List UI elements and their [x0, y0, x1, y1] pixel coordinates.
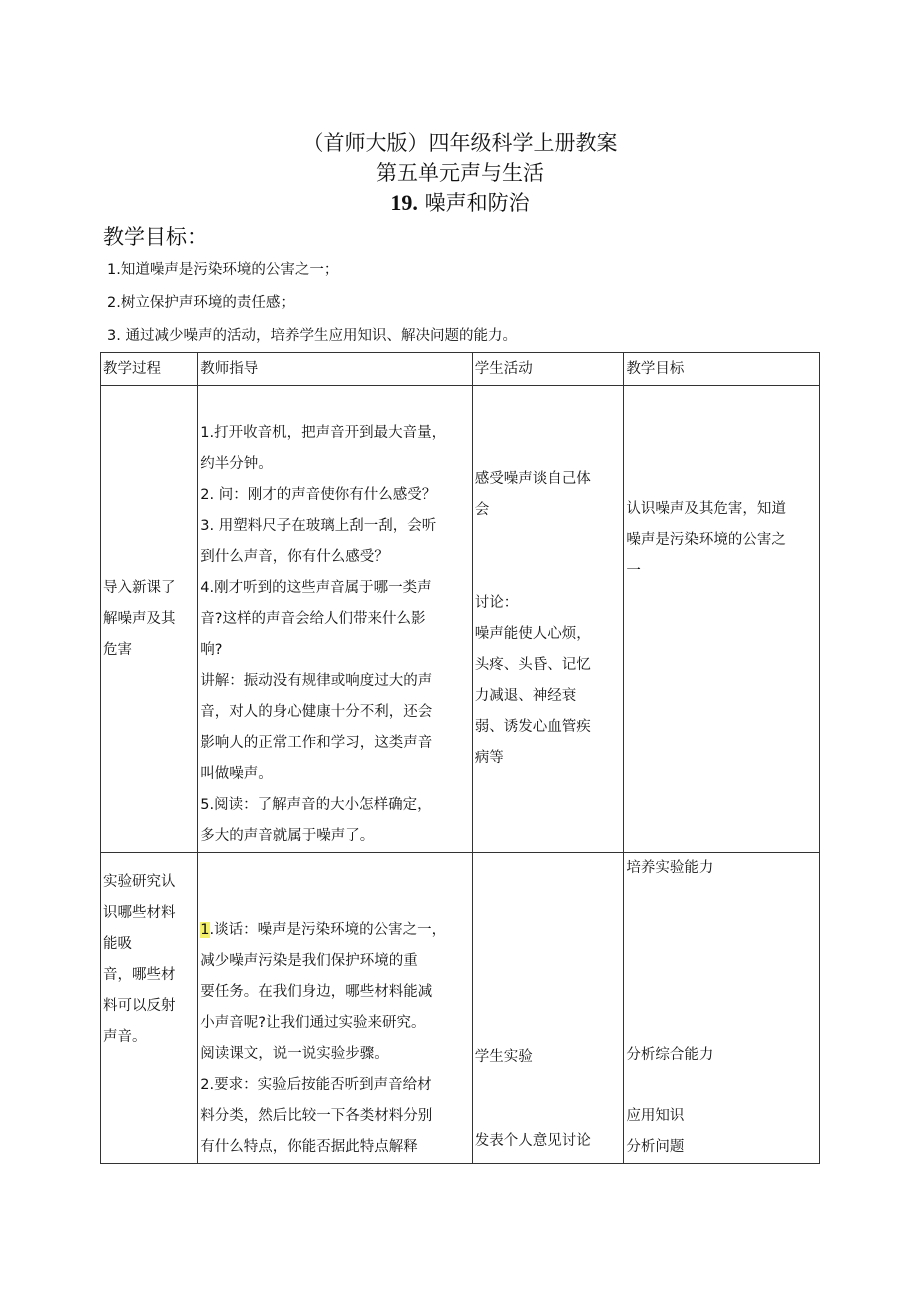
cell-line: 1.谈话：噪声是污染环境的公害之一，	[200, 922, 447, 938]
doc-title-lesson	[0, 188, 920, 218]
lesson-number: 19.	[390, 190, 418, 215]
cell-spacer	[475, 526, 622, 588]
table-row	[101, 386, 820, 853]
cell-line: 能吸	[103, 936, 132, 952]
cell-spacer	[475, 1073, 622, 1126]
goal-cell	[624, 386, 820, 853]
cell-line: 会	[474, 502, 490, 518]
process-cell	[101, 853, 198, 1164]
cell-line: 讨论：	[474, 595, 519, 611]
cell-line: 声音。	[103, 1029, 147, 1045]
teacher-cell	[198, 853, 472, 1164]
cell-line: 头疼、头昏、记忆	[474, 657, 591, 673]
cell-line: 4.刚才听到的这些声音属于哪一类声	[200, 580, 432, 596]
cell-line: 发表个人意见讨论	[474, 1133, 591, 1149]
cell-line: 分析综合能力	[626, 1047, 714, 1063]
lesson-title: 噪声和防治	[424, 191, 530, 215]
cell-line: 分析问题	[626, 1139, 685, 1155]
cell-line: 阅读课文，说一说实验步骤。	[200, 1046, 389, 1062]
cell-line: 5.阅读：了解声音的大小怎样确定，	[200, 797, 432, 813]
header-goal: 教学目标	[624, 353, 820, 386]
cell-line: 到什么声音，你有什么感受？	[200, 549, 389, 565]
cell-line: 音，对人的身心健康十分不利，还会	[200, 704, 433, 720]
doc-title-line1: （首师大版）四年级科学上册教案	[302, 131, 618, 155]
cell-line: 2. 问：刚才的声音使你有什么感受？	[200, 487, 437, 503]
cell-spacer	[626, 1071, 817, 1101]
cell-line: 3. 用塑料尺子在玻璃上刮一刮，会听	[200, 518, 437, 534]
doc-title-unit: 第五单元声与生活	[376, 161, 544, 185]
lesson-plan-table	[100, 352, 820, 1164]
cell-line: 音?这样的声音会给人们带来什么影	[200, 611, 426, 627]
cell-line: 料分类，然后比较一下各类材料分别	[200, 1108, 433, 1124]
table-header-row	[101, 353, 820, 386]
highlight-mark: 1	[200, 922, 210, 938]
cell-line: 音，哪些材	[103, 967, 176, 983]
cell-line: 解噪声及其	[103, 610, 176, 627]
cell-line: 讲解：振动没有规律或响度过大的声	[200, 673, 433, 689]
cell-line: 减少噪声污染是我们保护环境的重	[200, 953, 418, 969]
cell-line: 感受噪声谈自己体	[474, 471, 591, 487]
cell-line: 料可以反射	[103, 998, 176, 1014]
cell-line: 2.要求：实验后按能否听到声音给材	[200, 1077, 432, 1093]
cell-line: 力减退、神经衰	[474, 688, 577, 704]
student-cell	[472, 386, 624, 853]
cell-line: 病等	[474, 750, 504, 766]
objectives-heading: 教学目标：	[103, 225, 208, 249]
cell-line: 危害	[103, 641, 132, 658]
cell-line: 培养实验能力	[626, 860, 714, 876]
cell-line: 一	[626, 563, 641, 579]
cell-line: 约半分钟。	[200, 456, 273, 472]
objective-item: 3. 通过减少噪声的活动，培养学生应用知识、解决问题的能力。	[107, 328, 517, 344]
cell-line: 有什么特点，你能否据此特点解释	[200, 1139, 418, 1155]
cell-line: 认识噪声及其危害，知道	[626, 501, 786, 517]
header-student: 学生活动	[472, 353, 624, 386]
cell-line: 噪声是污染环境的公害之	[626, 532, 786, 548]
goal-cell	[624, 853, 820, 1164]
header-teacher: 教师指导	[198, 353, 472, 386]
cell-line: 1.打开收音机，把声音开到最大音量，	[200, 425, 447, 441]
cell-spacer	[626, 884, 817, 1040]
cell-line: 要任务。在我们身边，哪些材料能减	[200, 984, 433, 1000]
cell-line: 识哪些材料	[103, 905, 176, 921]
cell-line: 导入新课了	[103, 579, 176, 596]
header-process: 教学过程	[101, 353, 198, 386]
cell-line: 弱、诱发心血管疾	[474, 719, 591, 735]
cell-line: 学生实验	[474, 1049, 533, 1065]
cell-line: 实验研究认	[103, 874, 176, 890]
cell-line: 噪声能使人心烦，	[474, 626, 591, 642]
cell-line: 影响人的正常工作和学习，这类声音	[200, 735, 433, 751]
cell-line: 应用知识	[626, 1108, 685, 1124]
cell-line: 小声音呢?让我们通过实验来研究。	[200, 1015, 426, 1031]
process-cell	[101, 386, 198, 853]
cell-line: 响?	[200, 642, 223, 658]
teacher-cell	[198, 386, 472, 853]
objective-item: 1.知道噪声是污染环境的公害之一；	[107, 262, 339, 278]
objective-item: 2.树立保护声环境的责任感；	[107, 295, 295, 311]
table-row	[101, 853, 820, 1164]
cell-line: 多大的声音就属于噪声了。	[200, 828, 375, 844]
cell-line: 叫做噪声。	[200, 766, 273, 782]
student-cell	[472, 853, 624, 1164]
